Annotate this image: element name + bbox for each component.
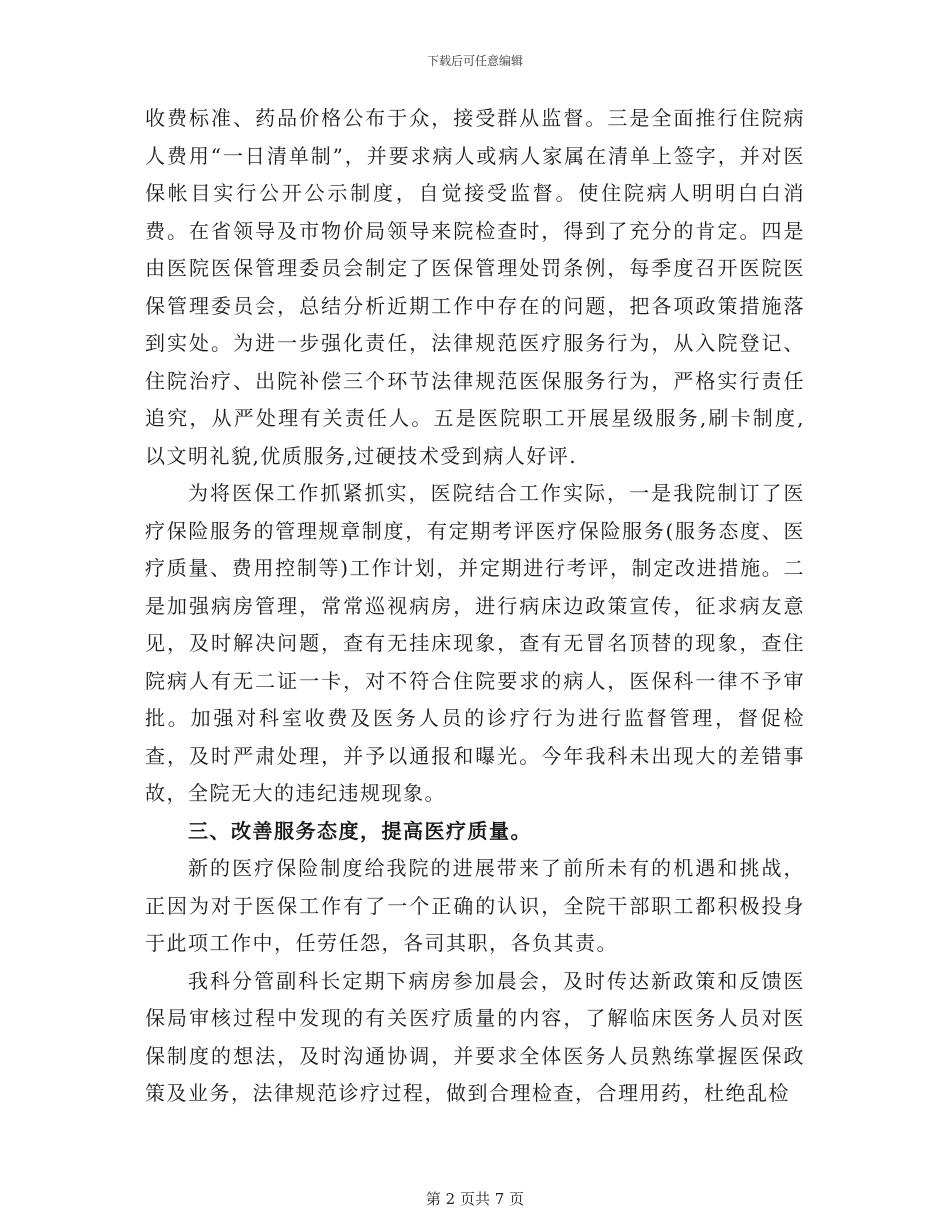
page-footer: 第 2 页共 7 页 [425,1190,525,1208]
document-body [145,100,805,1113]
page-header: 下载后可任意编辑 [426,54,523,68]
paragraph-3: 新的医疗保险制度给我院的进展带来了前所未有的机遇和挑战，正因为对于医保工作有了一个正确的认识，全院干部职工都积极投身于此项工作中，任劳任怨，各司其职，各负其责。 [145,856,805,955]
paragraph-2: 为将医保工作抓紧抓实，医院结合工作实际，一是我院制订了医疗保险服务的管理规章制度，有定期考评医疗保险服务(服务态度、医疗质量、费用控制等)工作计划，并定期进行考评，制定改进措施。二是加强病房管理，常常巡视病房，进行病床边政策宣传，征求病友意见，及时解决问题，查有无挂床现象，查有无冒名顶替的现象，查住院病人有无二证一卡，对不符合住院要求的病人，医保科一律不予审批。加强对科室收费及医务人员的诊疗行为进行监督管理，督促检查，及时严肃处理，并予以通报和曝光。今年我科未出现大的差错事故，全院无大的违纪违规现象。 [145,481,805,805]
paragraph-1: 收费标准、药品价格公布于众，接受群从监督。三是全面推行住院病人费用“一日清单制”，并要求病人或病人家属在清单上签字，并对医保帐目实行公开公示制度，自觉接受监督。使住院病人明明白白消费。在省领导及市物价局领导来院检查时，得到了充分的肯定。四是由医院医保管理委员会制定了医保管理处罚条例，每季度召开医院医保管理委员会，总结分析近期工作中存在的问题，把各项政策措施落到实处。为进一步强化责任，法律规范医疗服务行为，从入院登记、住院治疗、出院补偿三个环节法律规范医保服务行为，严格实行责任追究，从严处理有关责任人。五是医院职工开展星级服务,刷卡制度,以文明礼貌,优质服务,过硬技术受到病人好评. [145,106,805,468]
section-heading: 三、改善服务态度，提高医疗质量。 [188,818,532,843]
paragraph-4: 我科分管副科长定期下病房参加晨会，及时传达新政策和反馈医保局审核过程中发现的有关医疗质量的内容，了解临床医务人员对医保制度的想法，及时沟通协调，并要求全体医务人员熟练掌握医保政策及业务，法律规范诊疗过程，做到合理检查，合理用药，杜绝乱检 [145,968,805,1105]
